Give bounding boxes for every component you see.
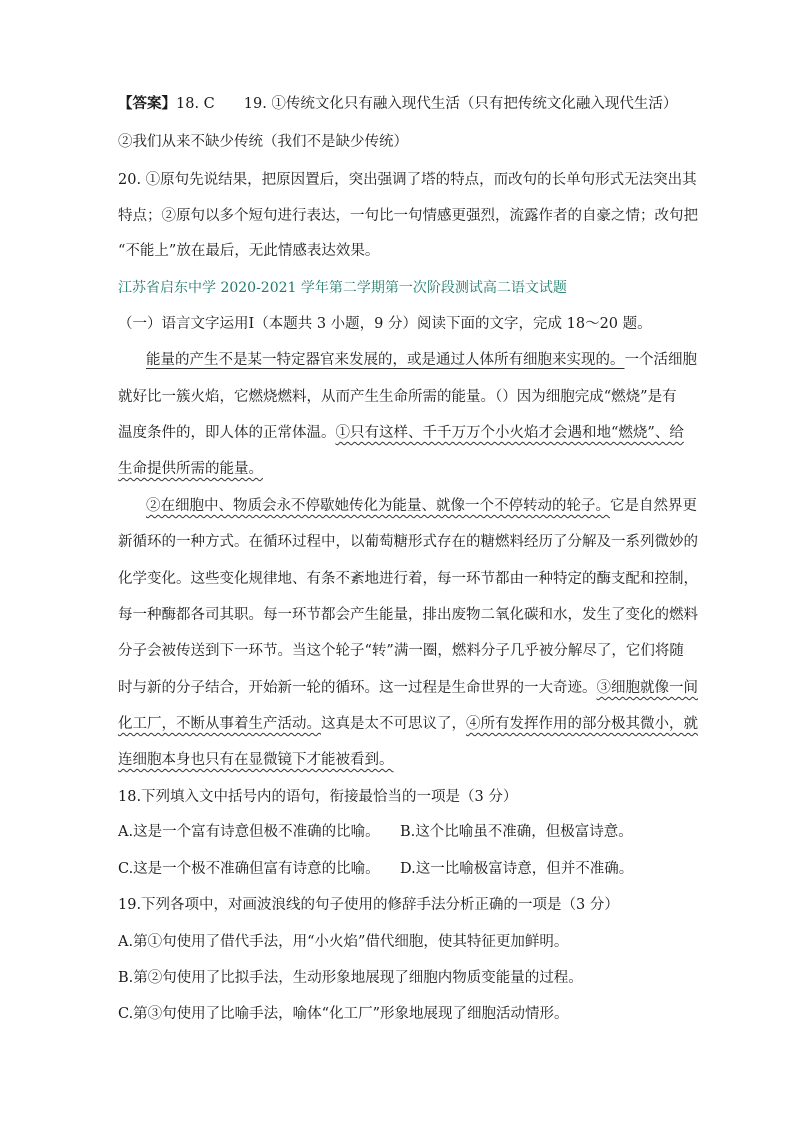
wavy-sentence-4-end: 连细胞本身也只有在显微镜下才能被看到。 <box>118 752 394 768</box>
passage-p2-line-2: 新循环的一种方式。在循环过程中，以葡萄糖形式存在的糖燃料经历了分解及一系列微妙的 <box>118 534 698 550</box>
q18-option-a: A.这是一个富有诗意但极不准确的比喻。 <box>118 824 380 840</box>
passage-text: 温度条件的，即人体的正常体温。 <box>118 425 336 441</box>
q19-option-a: A.第①句使用了借代手法，用“小火焰”借代细胞，使其特征更加鲜明。 <box>118 934 569 950</box>
q18-option-d: D.这一比喻极富诗意，但并不准确。 <box>400 861 634 877</box>
section-intro: （一）语言文字运用Ⅰ（本题共 3 小题，9 分）阅读下面的文字，完成 18～20 题。 <box>118 316 652 332</box>
passage-text: 这真是太不可思议了， <box>321 716 466 732</box>
answer-line-2: ②我们从来不缺少传统（我们不是缺少传统） <box>118 134 408 150</box>
passage-p2-line-4: 每一种酶都各司其职。每一环节都会产生能量，排出废物二氧化碳和水，发生了变化的燃料 <box>118 607 698 623</box>
passage-text: 一个活细胞 <box>624 352 697 368</box>
passage-p2-line-7 <box>118 714 698 734</box>
exam-title: 江苏省启东中学 2020-2021 学年第二学期第一次阶段测试高二语文试题 <box>118 280 567 296</box>
passage-p2-line-1 <box>146 496 697 516</box>
passage-text: 它是自然界更 <box>610 498 697 514</box>
passage-p2-line-5: 分子会被传送到下一环节。当这个轮子“转”满一圈，燃料分子几乎被分解尽了，它们将随 <box>118 643 684 659</box>
wavy-sentence-2: ②在细胞中、物质会永不停歇她传化为能量、就像一个不停转动的轮子。 <box>146 498 610 514</box>
wavy-sentence-4: ④所有发挥作用的部分极其微小，就 <box>466 716 698 732</box>
wavy-sentence-3-end: 化工厂，不断从事着生产活动。 <box>118 716 321 732</box>
q18-option-b: B.这个比喻虽不准确，但极富诗意。 <box>400 824 633 840</box>
answer-line-1 <box>118 94 677 114</box>
answer-line-3: 20. ①原句先说结果，把原因置后，突出强调了塔的特点，而改句的长单句形式无法突出其 <box>118 172 697 188</box>
passage-p2-line-6 <box>118 678 698 698</box>
wavy-sentence-3: ③细胞就像一间 <box>596 680 698 696</box>
answer-18-19: 18. C 19. ①传统文化只有融入现代生活（只有把传统文化融入现代生活） <box>176 96 678 112</box>
passage-p2-line-3: 化学变化。这些变化规律地、有条不紊地进行着，每一环节都由一种特定的酶支配和控制， <box>118 571 698 587</box>
answer-line-5: “不能上”放在最后，无此情感表达效果。 <box>118 243 380 259</box>
passage-p1-line-3 <box>118 423 684 443</box>
q19-option-b: B.第②句使用了比拟手法，生动形象地展现了细胞内物质变能量的过程。 <box>118 970 583 986</box>
underlined-sentence: 能量的产生不是某一特定器官来发展的，或是通过人体所有细胞来实现的。 <box>146 352 625 368</box>
answer-line-4: 特点；②原句以多个短句进行表达，一句比一句情感更强烈，流露作者的自豪之情；改句把 <box>118 208 698 224</box>
passage-p2-line-8 <box>118 750 394 770</box>
passage-p1-line-2: 就好比一簇火焰，它燃烧燃料，从而产生生命所需的能量。（）因为细胞完成“燃烧”是有 <box>118 389 677 405</box>
wavy-sentence-1: ①只有这样、千千万万个小火焰才会遇和地“燃烧”、给 <box>335 425 684 441</box>
passage-text: 时与新的分子结合，开始新一轮的循环。这一过程是生命世界的一大奇迹。 <box>118 680 597 696</box>
passage-p1-line-4 <box>118 459 263 479</box>
wavy-sentence-1-end: 生命提供所需的能量。 <box>118 461 263 477</box>
q18-option-c: C.这是一个极不准确但富有诗意的比喻。 <box>118 861 380 877</box>
q19-stem: 19.下列各项中，对画波浪线的句子使用的修辞手法分析正确的一项是（3 分） <box>118 897 619 913</box>
passage-p1-line-1 <box>146 350 697 370</box>
q19-option-c: C.第③句使用了比喻手法，喻体“化工厂”形象地展现了细胞活动情形。 <box>118 1006 569 1022</box>
q18-stem: 18.下列填入文中括号内的语句，衔接最恰当的一项是（3 分） <box>118 789 518 805</box>
answer-label: 【答案】 <box>118 95 176 112</box>
